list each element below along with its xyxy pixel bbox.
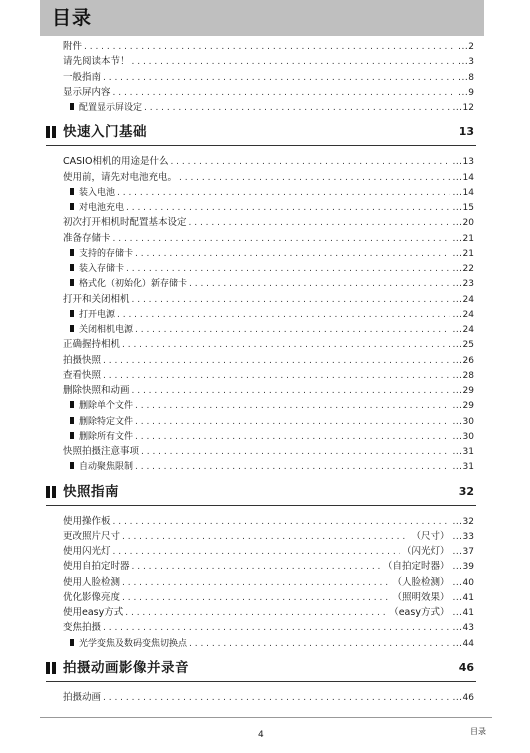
toc-entry[interactable] bbox=[63, 337, 474, 353]
section-page: 46 bbox=[458, 660, 474, 674]
toc-entry-page: ... 25 bbox=[452, 337, 474, 353]
toc-entry-page: ... 33 bbox=[452, 529, 474, 545]
dot-leader bbox=[126, 200, 450, 216]
toc-entry-note: （尺寸） bbox=[411, 530, 450, 542]
dot-leader bbox=[103, 70, 456, 86]
toc-entry-page: ... 24 bbox=[452, 292, 474, 308]
toc-entry-title: CASIO相机的用途是什么 bbox=[63, 156, 169, 168]
toc-entry-title: 显示屏内容 bbox=[63, 86, 111, 98]
page-header bbox=[40, 0, 484, 36]
toc-subentry[interactable] bbox=[70, 307, 474, 323]
toc-entry-page: ... 23 bbox=[452, 276, 474, 292]
toc-entry-title: 初次打开相机时配置基本设定 bbox=[63, 217, 187, 229]
toc-entry-title: 使用操作板 bbox=[63, 515, 111, 527]
toc-entry-title: 拍摄快照 bbox=[63, 354, 102, 366]
toc-entry-page: ... 31 bbox=[452, 459, 474, 475]
toc-entry-title: 使用前，请先对电池充电。 bbox=[63, 171, 178, 183]
toc-entry-title: 删除所有文件 bbox=[79, 431, 134, 442]
dot-leader bbox=[135, 398, 450, 414]
toc-entry-page: ... 24 bbox=[452, 307, 474, 323]
toc-entry-title: 使用闪光灯 bbox=[63, 546, 111, 557]
bullet-icon bbox=[70, 103, 74, 110]
toc-entry[interactable] bbox=[63, 54, 474, 70]
toc-entry[interactable] bbox=[63, 231, 474, 247]
toc-entry-title: 变焦拍摄 bbox=[63, 622, 102, 634]
toc-entry-note: （easy方式） bbox=[389, 607, 450, 618]
toc-entry-note: （人脸检测） bbox=[392, 576, 450, 588]
bullet-icon bbox=[70, 264, 74, 271]
toc-entry-title: 关闭相机电源 bbox=[79, 325, 134, 335]
dot-leader bbox=[132, 54, 457, 70]
toc-subentry[interactable] bbox=[70, 261, 474, 277]
toc-entry[interactable] bbox=[63, 368, 474, 384]
toc-entry[interactable] bbox=[63, 590, 474, 606]
toc-entry-title: 配置显示屏设定 bbox=[79, 103, 143, 113]
toc-entry[interactable] bbox=[63, 620, 474, 636]
toc-entry[interactable] bbox=[63, 605, 474, 621]
dot-leader bbox=[135, 322, 450, 338]
dot-leader bbox=[144, 100, 450, 116]
bullet-icon bbox=[70, 325, 74, 332]
toc-entry-title: 装入存储卡 bbox=[79, 264, 125, 274]
section-title: 快速入门基础 bbox=[63, 124, 147, 141]
dot-leader bbox=[135, 459, 450, 475]
toc-entry-page: ... 29 bbox=[452, 383, 474, 399]
toc-subentry[interactable] bbox=[70, 246, 474, 262]
toc-entry[interactable] bbox=[63, 154, 474, 170]
dot-leader bbox=[141, 444, 450, 460]
bullet-icon bbox=[70, 401, 74, 408]
toc-entry-page: ... 41 bbox=[452, 605, 474, 621]
toc-entry-page: ... 26 bbox=[452, 353, 474, 369]
dot-leader bbox=[103, 690, 450, 706]
dot-leader bbox=[179, 170, 450, 186]
dot-leader bbox=[103, 353, 450, 369]
toc-entry-title: 快照拍摄注意事项 bbox=[63, 446, 140, 457]
toc-entry-title: 自动聚焦限制 bbox=[79, 462, 134, 473]
toc-entry-page: ... 41 bbox=[452, 590, 474, 606]
section-heading[interactable] bbox=[46, 659, 476, 682]
toc-entry[interactable] bbox=[63, 544, 474, 560]
footer-page-number: 4 bbox=[258, 730, 264, 740]
toc-entry-page: ... 2 bbox=[458, 39, 474, 55]
toc-entry-page: ... 29 bbox=[452, 398, 474, 414]
toc-entry[interactable] bbox=[63, 70, 474, 86]
dot-leader bbox=[122, 337, 450, 353]
toc-entry-note: （照明效果） bbox=[392, 591, 450, 603]
toc-entry-title: 优化影像亮度 bbox=[63, 591, 121, 603]
toc-subentry[interactable] bbox=[70, 322, 474, 338]
toc-entry-page: ... 31 bbox=[452, 444, 474, 460]
toc-entry-title: 格式化（初始化）新存储卡 bbox=[79, 279, 188, 290]
toc-entry-title: 查看快照 bbox=[63, 369, 102, 381]
dot-leader bbox=[189, 215, 451, 231]
toc-entry-page: ... 46 bbox=[452, 690, 474, 706]
dot-leader bbox=[125, 605, 387, 621]
bullet-icon bbox=[70, 432, 74, 439]
toc-subentry[interactable] bbox=[70, 636, 474, 652]
toc-entry-title: 打开电源 bbox=[79, 309, 116, 320]
toc-entry-title: 准备存储卡 bbox=[63, 232, 111, 244]
toc-entry-page: ... 21 bbox=[452, 231, 474, 247]
toc-entry[interactable] bbox=[63, 85, 474, 101]
toc-entry-title: 使用自拍定时器 bbox=[63, 561, 130, 573]
dot-leader bbox=[84, 39, 456, 55]
toc-subentry[interactable] bbox=[70, 414, 474, 430]
toc-entry-page: ... 8 bbox=[458, 70, 474, 86]
toc-entry-title: 更改照片尺寸 bbox=[63, 530, 121, 542]
bullet-icon bbox=[70, 279, 74, 286]
toc-entry[interactable] bbox=[63, 559, 474, 575]
dot-leader bbox=[135, 246, 450, 262]
toc-entry[interactable] bbox=[63, 353, 474, 369]
toc-entry-title: 删除特定文件 bbox=[79, 416, 134, 427]
dot-leader bbox=[122, 529, 409, 545]
bullet-icon bbox=[70, 310, 74, 317]
toc-entry-page: ... 14 bbox=[452, 185, 474, 201]
toc-entry-note: （闪光灯） bbox=[401, 546, 450, 557]
section-marker-icon bbox=[46, 126, 58, 138]
bullet-icon bbox=[70, 249, 74, 256]
toc-entry-page: ... 22 bbox=[452, 261, 474, 277]
toc-entry-page: ... 13 bbox=[452, 154, 474, 170]
dot-leader bbox=[122, 575, 390, 591]
footer-section-label: 目录 bbox=[470, 727, 486, 736]
toc-entry-page: ... 43 bbox=[452, 620, 474, 636]
bullet-icon bbox=[70, 639, 74, 646]
section-title: 拍摄动画影像并录音 bbox=[63, 659, 189, 676]
toc-entry-page: ... 40 bbox=[452, 575, 474, 591]
toc-entry-title: 拍摄动画 bbox=[63, 691, 102, 703]
toc-entry[interactable] bbox=[63, 292, 474, 308]
toc-entry-title: 打开和关闭相机 bbox=[63, 293, 130, 305]
toc-entry-page: ... 24 bbox=[452, 322, 474, 338]
toc-entry-page: ... 15 bbox=[452, 200, 474, 216]
toc-entry-page: ... 9 bbox=[458, 85, 474, 101]
dot-leader bbox=[113, 85, 457, 101]
dot-leader bbox=[135, 414, 450, 430]
toc-entry-title: 使用easy方式 bbox=[63, 607, 124, 618]
section-heading[interactable] bbox=[46, 483, 476, 506]
dot-leader bbox=[126, 261, 450, 277]
toc-entry-page: ... 30 bbox=[452, 429, 474, 445]
toc-entry-title: 请先阅读本节！ bbox=[63, 56, 130, 68]
toc-entry-page: ... 32 bbox=[452, 514, 474, 530]
toc-subentry[interactable] bbox=[70, 200, 474, 216]
toc-entry-title: 删除单个文件 bbox=[79, 401, 134, 412]
toc-entry-title: 支持的存储卡 bbox=[79, 248, 134, 259]
toc-subentry[interactable] bbox=[70, 429, 474, 445]
toc-entry[interactable] bbox=[63, 444, 474, 460]
bullet-icon bbox=[70, 417, 74, 424]
dot-leader bbox=[132, 292, 451, 308]
bullet-icon bbox=[70, 462, 74, 469]
toc-subentry[interactable] bbox=[70, 398, 474, 414]
toc-entry[interactable] bbox=[63, 529, 474, 545]
toc-entry[interactable] bbox=[63, 39, 474, 55]
dot-leader bbox=[170, 154, 450, 170]
toc-entry-title: 附件 bbox=[63, 41, 83, 52]
toc-entry-page: ... 28 bbox=[452, 368, 474, 384]
toc-entry[interactable] bbox=[63, 514, 474, 530]
toc-entry[interactable] bbox=[63, 215, 474, 231]
bullet-icon bbox=[70, 203, 74, 210]
page-title: 目录 bbox=[52, 7, 93, 29]
toc-entry-page: ... 12 bbox=[452, 100, 474, 116]
toc-entry[interactable] bbox=[63, 575, 474, 591]
bullet-icon bbox=[70, 188, 74, 195]
toc-entry-title: 一般指南 bbox=[63, 71, 102, 83]
dot-leader bbox=[189, 636, 450, 652]
dot-leader bbox=[117, 185, 450, 201]
toc-entry-page: ... 44 bbox=[452, 636, 474, 652]
toc-entry-page: ... 37 bbox=[452, 544, 474, 560]
toc-entry[interactable] bbox=[63, 170, 474, 186]
toc-entry-title: 光学变焦及数码变焦切换点 bbox=[79, 638, 188, 649]
toc-entry-page: ... 39 bbox=[452, 559, 474, 575]
toc-entry-page: ... 20 bbox=[452, 215, 474, 231]
section-page: 13 bbox=[458, 125, 474, 139]
dot-leader bbox=[113, 231, 451, 247]
dot-leader bbox=[132, 383, 451, 399]
dot-leader bbox=[122, 590, 390, 606]
footer-divider bbox=[40, 717, 492, 718]
toc-entry-page: ... 21 bbox=[452, 246, 474, 262]
toc-entry-page: ... 30 bbox=[452, 414, 474, 430]
toc-subentry[interactable] bbox=[70, 100, 474, 116]
dot-leader bbox=[189, 276, 450, 292]
toc-subentry[interactable] bbox=[70, 459, 474, 475]
toc-entry-note: （自拍定时器） bbox=[382, 561, 450, 573]
section-page: 32 bbox=[458, 484, 474, 498]
toc-entry-title: 删除快照和动画 bbox=[63, 385, 130, 396]
dot-leader bbox=[113, 514, 451, 530]
toc-subentry[interactable] bbox=[70, 185, 474, 201]
dot-leader bbox=[117, 307, 450, 323]
dot-leader bbox=[113, 544, 400, 560]
dot-leader bbox=[103, 368, 450, 384]
section-title: 快照指南 bbox=[63, 483, 119, 500]
section-marker-icon bbox=[46, 486, 58, 498]
toc-entry-page: ... 14 bbox=[452, 170, 474, 186]
toc-entry-title: 装入电池 bbox=[79, 187, 116, 198]
section-marker-icon bbox=[46, 662, 58, 674]
toc-entry-page: ... 3 bbox=[458, 54, 474, 70]
toc-entry-title: 正确握持相机 bbox=[63, 339, 121, 351]
toc-entry[interactable] bbox=[63, 690, 474, 706]
dot-leader bbox=[132, 559, 381, 575]
toc-subentry[interactable] bbox=[70, 276, 474, 292]
toc-entry[interactable] bbox=[63, 383, 474, 399]
dot-leader bbox=[103, 620, 450, 636]
toc-entry-title: 使用人脸检测 bbox=[63, 576, 121, 588]
section-heading[interactable] bbox=[46, 123, 476, 146]
dot-leader bbox=[135, 429, 450, 445]
toc-entry-title: 对电池充电 bbox=[79, 203, 125, 213]
